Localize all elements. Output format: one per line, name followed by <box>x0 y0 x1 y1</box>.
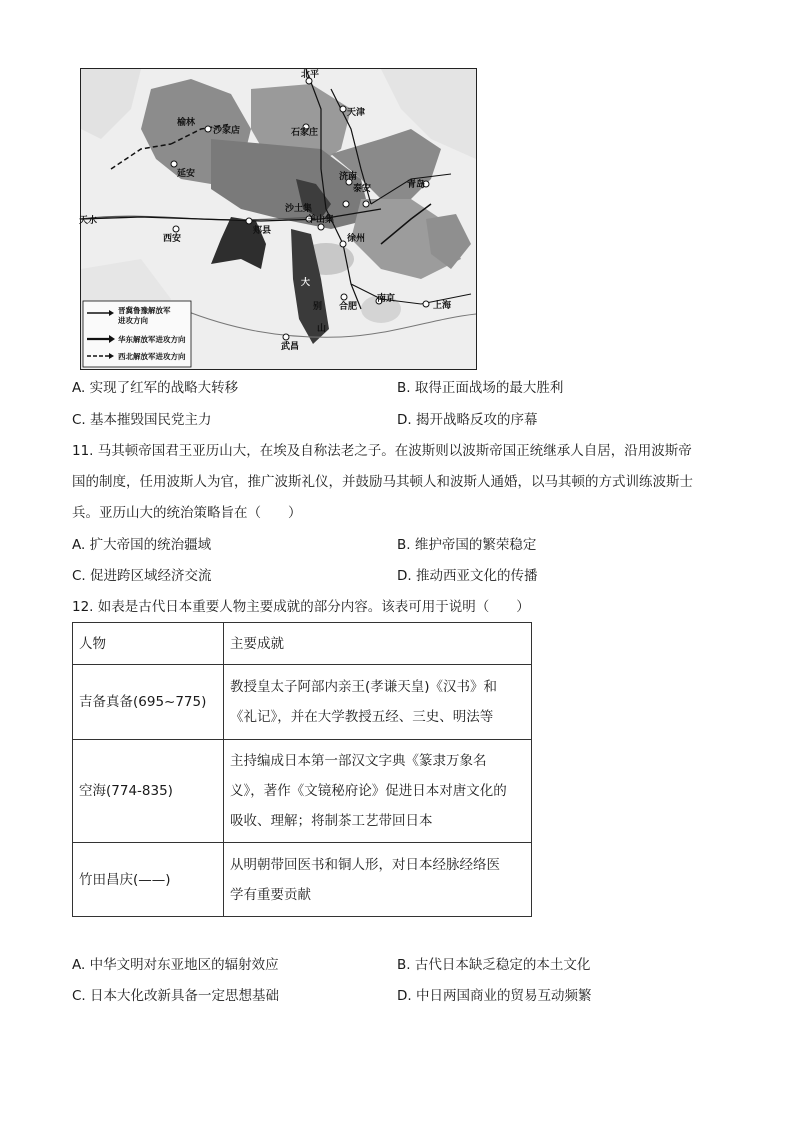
table-cell-achievement <box>224 740 532 843</box>
q12-stem: 12. 如表是古代日本重要人物主要成就的部分内容。该表可用于说明（ ） <box>72 599 530 615</box>
map-label-yangshanji: 羊山集 <box>307 215 335 225</box>
map-label-hefei: 合肥 <box>339 302 358 312</box>
map-label-dabieshan-1: 大 <box>301 278 311 288</box>
q11-stem-line2: 国的制度，任用波斯人为官，推广波斯礼仪，并鼓励马其顿人和波斯人通婚，以马其顿的方式训练波斯士 <box>72 474 693 490</box>
q10-option-d[interactable]: D. 揭开战略反攻的序幕 <box>397 412 538 428</box>
map-label-shanghai: 上海 <box>433 301 452 311</box>
map-label-nanjing: 南京 <box>377 294 396 304</box>
q10-option-c[interactable]: C. 基本摧毁国民党主力 <box>72 412 212 428</box>
q11-option-d[interactable]: D. 推动西亚文化的传播 <box>397 568 538 584</box>
table-cell-achievement <box>224 665 532 740</box>
q12-option-c[interactable]: C. 日本大化改新具备一定思想基础 <box>72 988 280 1004</box>
map-label-jinan: 济南 <box>339 172 358 182</box>
q11-option-b[interactable]: B. 维护帝国的繁荣稳定 <box>397 537 537 553</box>
map-label-tianjin: 天津 <box>347 108 366 118</box>
map-label-shatuji: 沙土集 <box>285 204 313 214</box>
table-cell-person: 空海(774-835) <box>73 740 224 843</box>
map-label-wuchang: 武昌 <box>281 342 300 352</box>
map-label-xuzhou: 徐州 <box>347 234 366 244</box>
q12-option-d[interactable]: D. 中日两国商业的贸易互动频繁 <box>397 988 592 1004</box>
map-label-yanan: 延安 <box>177 169 196 179</box>
map-label-beiping: 北平 <box>301 70 320 80</box>
map-label-yulin: 榆林 <box>177 118 196 128</box>
map-label-xian: 西安 <box>163 234 182 244</box>
map-label-yunxian: 郏县 <box>253 226 272 236</box>
table-row <box>73 843 532 917</box>
q10-option-a[interactable]: A. 实现了红军的战略大转移 <box>72 380 239 396</box>
q12-option-b[interactable]: B. 古代日本缺乏稳定的本土文化 <box>397 957 591 973</box>
map-label-dabieshan-3: 山 <box>317 324 327 334</box>
legend-item2: 华东解放军进攻方向 <box>118 335 186 344</box>
achievement-line: 学有重要贡献 <box>230 886 311 903</box>
achievement-line: 义》，著作《文镜秘府论》促进日本对唐文化的 <box>230 783 507 799</box>
achievement-line: 《礼记》，并在大学教授五经、三史、明法等 <box>230 709 494 725</box>
table-header-row <box>73 623 532 665</box>
q11-stem-line1: 11. 马其顿帝国君王亚历山大，在埃及自称法老之子。在波斯则以波斯帝国正统继承人自居，沿用波斯帝 <box>72 443 692 459</box>
map-label-shijiazhuang: 石家庄 <box>291 128 319 138</box>
table-cell-person: 竹田昌庆(——) <box>73 843 224 917</box>
strategic-map <box>80 68 477 370</box>
achievement-line: 教授皇太子阿部内亲王(孝谦天皇)《汉书》和 <box>230 679 498 695</box>
q11-option-a[interactable]: A. 扩大帝国的统治疆域 <box>72 537 212 553</box>
table-cell-achievement <box>224 843 532 917</box>
legend-item3: 西北解放军进攻方向 <box>118 352 186 361</box>
q12-option-a[interactable]: A. 中华文明对东亚地区的辐射效应 <box>72 957 279 973</box>
q11-option-c[interactable]: C. 促进跨区域经济交流 <box>72 568 212 584</box>
table-row <box>73 665 532 740</box>
table-cell-person: 吉备真备(695~775) <box>73 665 224 740</box>
map-label-qingdao: 青岛 <box>407 180 426 190</box>
legend-item1-line2: 进攻方向 <box>118 316 148 325</box>
achievement-line: 吸收、理解；将制茶工艺带回日本 <box>230 813 433 829</box>
q11-stem-line3: 兵。亚历山大的统治策略旨在（ ） <box>72 505 302 521</box>
table-header-person: 人物 <box>73 623 224 665</box>
map-label-tianshui: 天水 <box>79 216 98 226</box>
map-svg <box>81 69 476 369</box>
map-label-shajiadian: 沙家店 <box>213 126 241 136</box>
map-label-dabieshan-2: 别 <box>313 302 323 312</box>
table-header-achievement: 主要成就 <box>224 623 532 665</box>
table-row <box>73 740 532 843</box>
map-label-taian: 泰安 <box>353 184 372 194</box>
q10-option-b[interactable]: B. 取得正面战场的最大胜利 <box>397 380 564 396</box>
achievements-table <box>72 622 532 917</box>
achievement-line: 从明朝带回医书和铜人形，对日本经脉经络医 <box>230 856 500 873</box>
achievement-line: 主持编成日本第一部汉文字典《篆隶万象名 <box>230 753 487 769</box>
legend-item1-line1: 晋冀鲁豫解放军 <box>118 306 171 315</box>
q11-stem <box>72 436 732 529</box>
